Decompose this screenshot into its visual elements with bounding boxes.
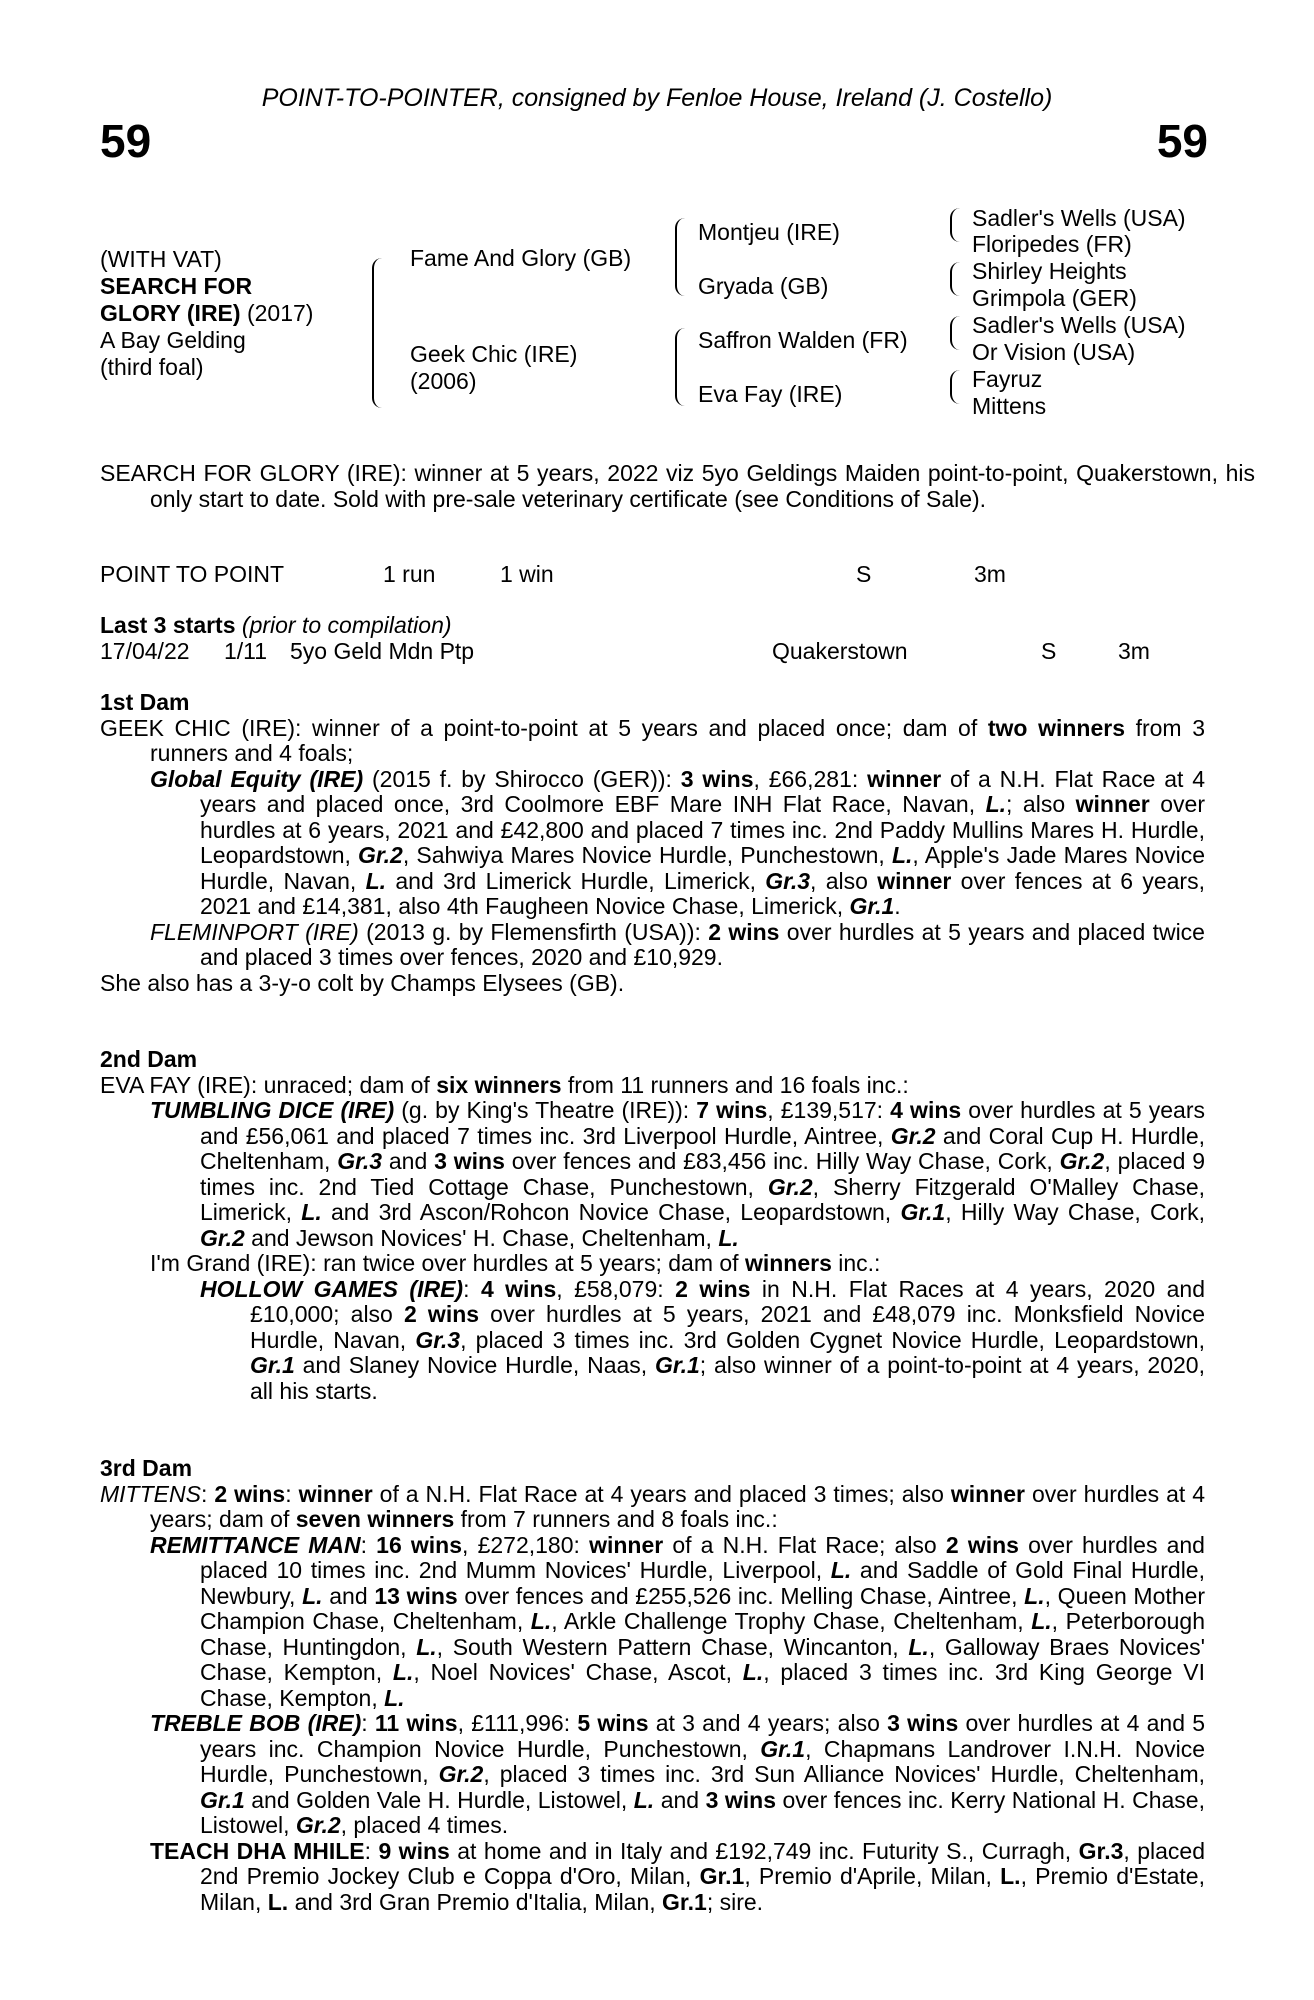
third-dam-section — [100, 1456, 1205, 1915]
pedigree-dss: Sadler's Wells (USA) — [972, 312, 1186, 338]
horse-name-line2: GLORY (IRE) — [100, 300, 241, 326]
third-dam-heading: 3rd Dam — [100, 1455, 193, 1481]
start-going: S — [1041, 638, 1057, 664]
last-starts-note: (prior to compilation) — [241, 612, 452, 638]
second-dam-section — [100, 1047, 1205, 1404]
lot-number-right: 59 — [1156, 115, 1208, 167]
start-race: 5yo Geld Mdn Ptp — [290, 638, 475, 664]
progeny-fleminport: FLEMINPORT (IRE) (2013 g. by Flemensfirth (USA)): 2 wins over hurdles at 5 years and placed twice and placed 3 times over fences, 2020 and £10,929. — [150, 918, 1205, 970]
pedigree-dam-year: (2006) — [410, 368, 477, 394]
second-dam-intro: EVA FAY (IRE): unraced; dam of six winners from 11 runners and 16 foals inc.: — [100, 1071, 909, 1098]
pedigree-dsd: Or Vision (USA) — [972, 339, 1136, 365]
progeny-hollow-games: HOLLOW GAMES (IRE): 4 wins, £58,079: 2 wins in N.H. Flat Races at 4 years, 2020 and £10,000; also 2 wins over hurdles at 5 years, 2021 and £48,079 inc. Monksfield Novice Hurdle, Navan, Gr.3, placed 3 times inc. 3rd Golden Cygnet Novice Hurdle, Leopardstown, Gr.1 and Slaney Novice Hurdle, Naas, Gr.1; also winner of a point-to-point at 4 years, 2020, all his starts. — [200, 1275, 1206, 1404]
vat-label: (WITH VAT) — [100, 246, 222, 272]
consignment-header: POINT-TO-POINTER, consigned by Fenloe House, Ireland (J. Costello) — [261, 84, 1053, 112]
record-distance: 3m — [974, 561, 1006, 587]
horse-description: A Bay Gelding — [100, 327, 246, 353]
record-label: POINT TO POINT — [100, 561, 285, 587]
first-dam-heading: 1st Dam — [100, 689, 190, 715]
pedigree-ddd: Mittens — [972, 393, 1047, 419]
third-dam-intro: MITTENS: 2 wins: winner of a N.H. Flat Race at 4 years and placed 3 times; also winner over hurdles at 4 years; dam of seven winners from 7 runners and 8 foals inc.: — [100, 1480, 1206, 1532]
pedigree-dds: Fayruz — [972, 366, 1043, 392]
pedigree-dd: Eva Fay (IRE) — [698, 381, 843, 407]
pedigree-ssd: Floripedes (FR) — [972, 231, 1132, 257]
progeny-treble-bob: TREBLE BOB (IRE): 11 wins, £111,996: 5 wins at 3 and 4 years; also 3 wins over hurdles at 4 and 5 years inc. Champion Novice Hurdle, Punchestown, Gr.1, Chapmans Landrover I.N.H. Novice Hurdle, Punchestown, Gr.2, placed 3 times inc. 3rd Sun Alliance Novices' Hurdle, Cheltenham, Gr.1 and Golden Vale H. Hurdle, Listowel, L. and 3 wins over fences inc. Kerry National H. Chase, Listowel, Gr.2, placed 4 times. — [150, 1710, 1206, 1838]
lot-number-left: 59 — [100, 115, 152, 167]
first-dam-also: She also has a 3-y-o colt by Champs Elysees (GB). — [100, 969, 625, 996]
pedigree-ds: Saffron Walden (FR) — [698, 327, 908, 353]
pedigree-brace-6 — [950, 316, 962, 350]
record-going: S — [856, 561, 872, 587]
start-course: Quakerstown — [772, 638, 908, 664]
second-dam-heading: 2nd Dam — [100, 1046, 198, 1072]
last-start-row — [0, 639, 1314, 665]
pedigree-dam: Geek Chic (IRE) — [410, 341, 578, 367]
start-distance: 3m — [1118, 638, 1150, 664]
progeny-tumbling-dice: TUMBLING DICE (IRE) (g. by King's Theatre (IRE)): 7 wins, £139,517: 4 wins over hurdles at 5 years and £56,061 and placed 7 times inc. 3rd Liverpool Hurdle, Aintree, Gr.2 and Coral Cup H. Hurdle, Cheltenham, Gr.3 and 3 wins over fences and £83,456 inc. Hilly Way Chase, Cork, Gr.2, placed 9 times inc. 2nd Tied Cottage Chase, Punchestown, Gr.2, Sherry Fitzgerald O'Malley Chase, Limerick, L. and 3rd Ascon/Rohcon Novice Chase, Leopardstown, Gr.1, Hilly Way Chase, Cork, Gr.2 and Jewson Novices' H. Chase, Cheltenham, L. — [150, 1097, 1206, 1251]
last-starts-heading — [100, 613, 452, 639]
pedigree-sire: Fame And Glory (GB) — [410, 245, 632, 271]
pedigree-sd: Gryada (GB) — [698, 273, 829, 299]
horse-foal: (third foal) — [100, 354, 204, 380]
start-date: 17/04/22 — [100, 638, 190, 664]
pedigree-ss: Montjeu (IRE) — [698, 219, 840, 245]
first-dam-intro: GEEK CHIC (IRE): winner of a point-to-point at 5 years and placed once; dam of two winners from 3 runners and 4 foals; — [100, 714, 1205, 766]
progeny-teach-dha-mhile: TEACH DHA MHILE: 9 wins at home and in Italy and £192,749 inc. Futurity S., Curragh, Gr.3, placed 2nd Premio Jockey Club e Coppa d'Oro, Milan, Gr.1, Premio d'Aprile, Milan, L., Premio d'Estate, Milan, L. and 3rd Gran Premio d'Italia, Milan, Gr.1; sire. — [150, 1837, 1205, 1915]
pedigree-sdd: Grimpola (GER) — [972, 285, 1137, 311]
horse-name-line1: SEARCH FOR — [100, 273, 253, 299]
start-position: 1/11 — [224, 638, 268, 664]
horse-identity — [100, 246, 313, 381]
progeny-global-equity: Global Equity (IRE) (2015 f. by Shirocco (GER)): 3 wins, £66,281: winner of a N.H. Flat Race at 4 years and placed once, 3rd Coolmore EBF Mare INH Flat Race, Navan, L.; also winner over hurdles at 6 years, 2021 and £42,800 and placed 7 times inc. 2nd Paddy Mullins Mares H. Hurdle, Leopardstown, Gr.2, Sahwiya Mares Novice Hurdle, Punchestown, L., Apple's Jade Mares Novice Hurdle, Navan, L. and 3rd Limerick Hurdle, Limerick, Gr.3, also winner over fences at 6 years, 2021 and £14,381, also 4th Faugheen Novice Chase, Limerick, Gr.1. — [150, 765, 1206, 919]
pedigree-brace-7 — [950, 370, 962, 404]
point-to-point-record — [0, 562, 1314, 588]
first-dam-section — [100, 690, 1205, 996]
record-runs: 1 run — [383, 561, 436, 587]
horse-year: (2017) — [246, 300, 314, 326]
pedigree-brace-2 — [675, 218, 687, 296]
pedigree-brace-1 — [372, 258, 384, 408]
progeny-im-grand: I'm Grand (IRE): ran twice over hurdles at 5 years; dam of winners inc.: — [150, 1250, 881, 1276]
race-summary: SEARCH FOR GLORY (IRE): winner at 5 years, 2022 viz 5yo Geldings Maiden point-to-point, Quakerstown, his only start to date. Sold with pre-sale veterinary certificate (see Conditions of Sale). — [100, 460, 1255, 512]
pedigree-brace-3 — [675, 328, 687, 406]
progeny-remittance-man: REMITTANCE MAN: 16 wins, £272,180: winner of a N.H. Flat Race; also 2 wins over hurdles and placed 10 times inc. 2nd Mumm Novices' Hurdle, Liverpool, L. and Saddle of Gold Final Hurdle, Newbury, L. and 13 wins over fences and £255,526 inc. Melling Chase, Aintree, L., Queen Mother Champion Chase, Cheltenham, L., Arkle Challenge Trophy Chase, Cheltenham, L., Peterborough Chase, Huntingdon, L., South Western Pattern Chase, Wincanton, L., Galloway Braes Novices' Chase, Kempton, L., Noel Novices' Chase, Ascot, L., placed 3 times inc. 3rd King George VI Chase, Kempton, L. — [150, 1531, 1206, 1711]
pedigree-brace-5 — [950, 262, 962, 296]
last-starts-title: Last 3 starts — [100, 612, 236, 638]
record-wins: 1 win — [500, 561, 554, 587]
pedigree-brace-4 — [950, 208, 962, 242]
pedigree-sds: Shirley Heights — [972, 258, 1127, 284]
pedigree-sss: Sadler's Wells (USA) — [972, 205, 1186, 231]
